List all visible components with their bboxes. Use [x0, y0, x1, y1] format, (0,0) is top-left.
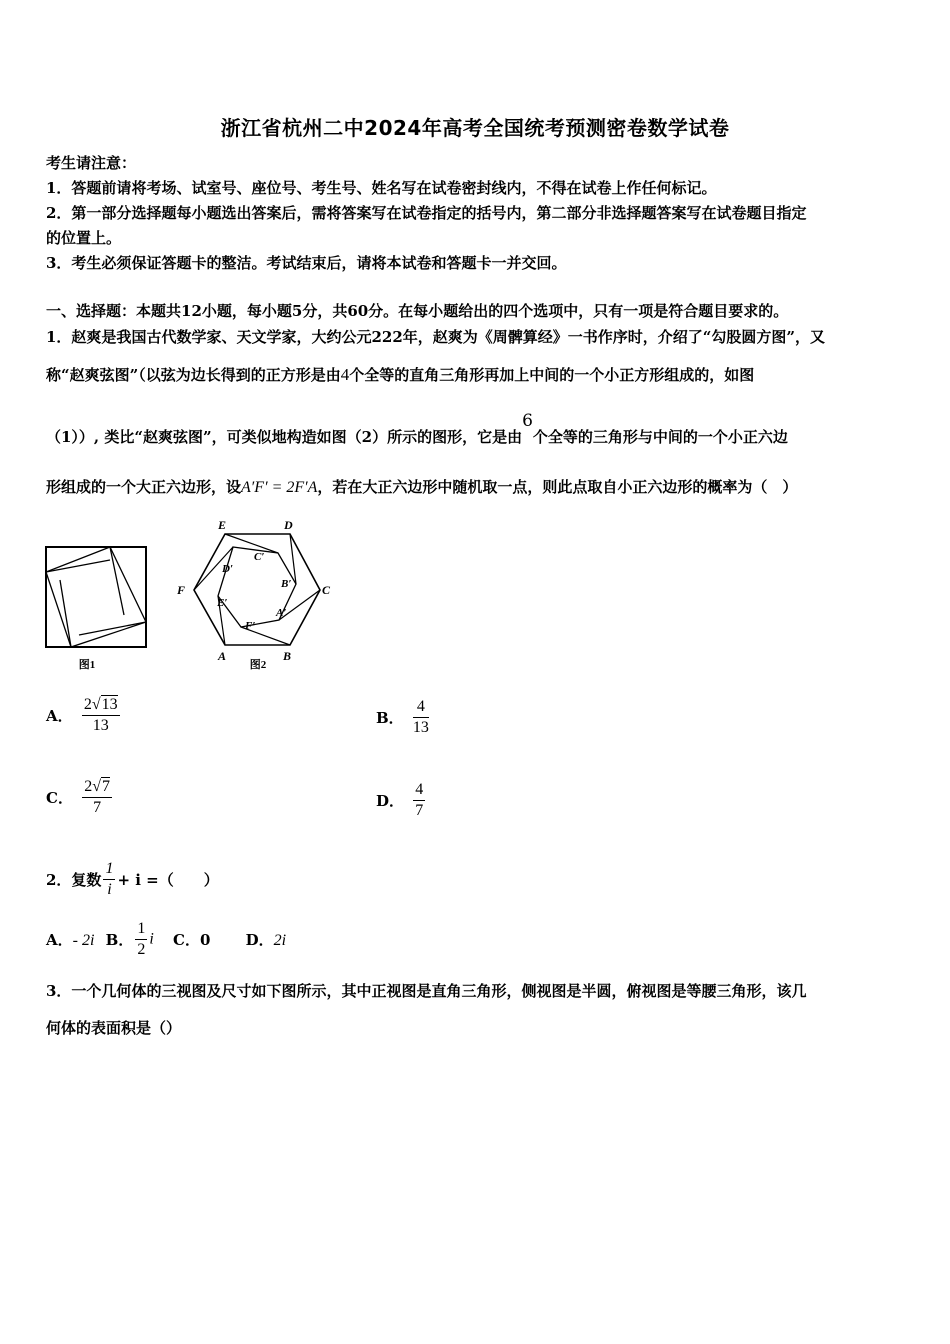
q1-option-c-label: C．: [46, 789, 73, 807]
q2-option-d-value: 2i: [273, 932, 287, 949]
q2-option-d-label: D．: [245, 931, 274, 949]
q2-stem: [46, 860, 219, 899]
q2-stem-a: 2．复数: [46, 871, 102, 889]
notice-item-2-cont: 的位置上。: [46, 229, 122, 247]
fig2-label-A: A: [218, 649, 227, 663]
q1-number-4: 4: [340, 365, 350, 384]
q2-frac-num: 1: [103, 860, 115, 880]
section-heading: 一、选择题：本题共12小题，每小题5分，共60分。在每小题给出的四个选项中，只有一项是符合题目要求的。: [46, 302, 789, 320]
notice-heading: 考生请注意：: [46, 154, 137, 172]
q2-option-b-num: 1: [135, 920, 147, 940]
q1-line-2b: 个全等的直角三角形再加上中间的一个小正方形组成的，如图: [349, 366, 755, 384]
q1-option-b-num: 4: [413, 698, 429, 718]
fig2-label-D: D: [284, 518, 293, 532]
q1-line-4b: ，若在大正六边形中随机取一点，则此点取自小正六边形的概率为（ ）: [317, 478, 798, 496]
q1-math-condition: A′F′ = 2F′A: [241, 479, 318, 496]
q1-option-c-radicand: 7: [101, 778, 110, 795]
fig2-label-B-prime: B′: [281, 578, 292, 590]
q1-option-a-fraction: $\frac{2√13}{13}$: [83, 696, 118, 734]
q1-option-a-coef: 2: [83, 696, 92, 713]
q2-option-c[interactable]: C．0: [173, 931, 211, 949]
q1-option-a-den: 13: [92, 717, 109, 734]
fig2-label-C-prime: C′: [254, 551, 265, 563]
q1-line-3a: （1））, 类比“赵爽弦图”，可类似地构造如图（2）所示的图形，它是由: [46, 428, 523, 446]
q2-option-b-fraction: [135, 920, 147, 959]
fig2-label-B: B: [283, 649, 292, 663]
q3-line-1: 3．一个几何体的三视图及尺寸如下图所示，其中正视图是直角三角形，侧视图是半圆，俯视图是等腰三角形，该几: [46, 982, 807, 1000]
q1-option-b-label: B．: [376, 709, 404, 727]
q1-option-c-den: 7: [93, 799, 102, 816]
q3-line-2: 何体的表面积是（）: [46, 1019, 182, 1037]
q1-option-c-coef: 2: [84, 778, 93, 795]
q1-option-a[interactable]: [46, 696, 124, 735]
notice-item-3: 3．考生必须保证答题卡的整洁。考试结束后，请将本试卷和答题卡一并交回。: [46, 254, 567, 272]
q1-option-d-den: 7: [415, 802, 424, 819]
q1-option-c-fraction: $\frac{2√7}{7}$: [84, 778, 110, 816]
q1-line-1: 1．赵爽是我国古代数学家、天文学家，大约公元222年，赵爽为《周髀算经》一书作序时，介绍了“勾股圆方图”，又: [46, 328, 826, 346]
q2-option-d[interactable]: [246, 931, 286, 949]
q2-option-a-label: A．: [46, 931, 73, 949]
figure-2: [170, 512, 340, 677]
q1-line-3: [46, 411, 788, 447]
fig2-label-E: E: [218, 518, 227, 532]
fig2-caption: 图2: [249, 659, 267, 671]
notice-item-1: 1．答题前请将考场、试室号、座位号、考生号、姓名写在试卷密封线内，不得在试卷上作任何标记。: [46, 179, 717, 197]
page-title: 浙江省杭州二中2024年高考全国统考预测密卷数学试卷: [220, 116, 730, 140]
q1-option-d[interactable]: [376, 781, 429, 820]
fig2-label-E-prime: E′: [217, 597, 228, 609]
q1-option-b[interactable]: [376, 698, 433, 737]
q1-option-a-label: A．: [46, 707, 73, 725]
fig2-label-A-prime: A′: [276, 607, 287, 619]
fig2-label-F: F: [177, 583, 186, 597]
q1-option-a-radicand: 13: [101, 696, 118, 713]
q1-option-b-den: 13: [412, 719, 429, 736]
q1-line-4a: 形组成的一个大正六边形，设: [46, 478, 242, 496]
q2-options: [46, 920, 286, 959]
q1-line-3b: 个全等的三角形与中间的一个小正六边: [532, 428, 788, 446]
q2-fraction: [103, 860, 115, 899]
q1-option-d-num: 4: [413, 781, 425, 801]
fig2-label-C: C: [322, 583, 331, 597]
q1-option-d-label: D．: [376, 792, 405, 810]
fig2-label-D-prime: D′: [222, 563, 234, 575]
q1-line-2a: 称“赵爽弦图”（以弦为边长得到的正方形是由: [46, 366, 341, 384]
q2-option-b-label[interactable]: B．: [105, 931, 134, 949]
q2-option-a[interactable]: [46, 931, 94, 949]
q1-option-d-fraction: [413, 781, 425, 820]
q2-option-b-tail: i: [149, 930, 154, 948]
q1-option-c[interactable]: [46, 778, 116, 817]
q2-option-b-den: 2: [137, 941, 146, 958]
fig2-label-F-prime: F′: [245, 620, 256, 632]
q1-option-b-fraction: [413, 698, 429, 737]
q2-frac-den: i: [107, 881, 112, 898]
q1-line-2: [46, 364, 754, 385]
q1-number-6: 6: [522, 411, 533, 431]
fig1-caption: 图1: [78, 659, 96, 671]
figure-1: [40, 540, 155, 675]
q2-stem-b: + i =（ ）: [117, 871, 219, 889]
q1-line-4: [46, 476, 797, 497]
notice-item-2: 2．第一部分选择题每小题选出答案后，需将答案写在试卷指定的括号内，第二部分非选择题答案写在试卷题目指定: [46, 204, 807, 222]
q2-option-a-value: - 2i: [72, 932, 95, 949]
